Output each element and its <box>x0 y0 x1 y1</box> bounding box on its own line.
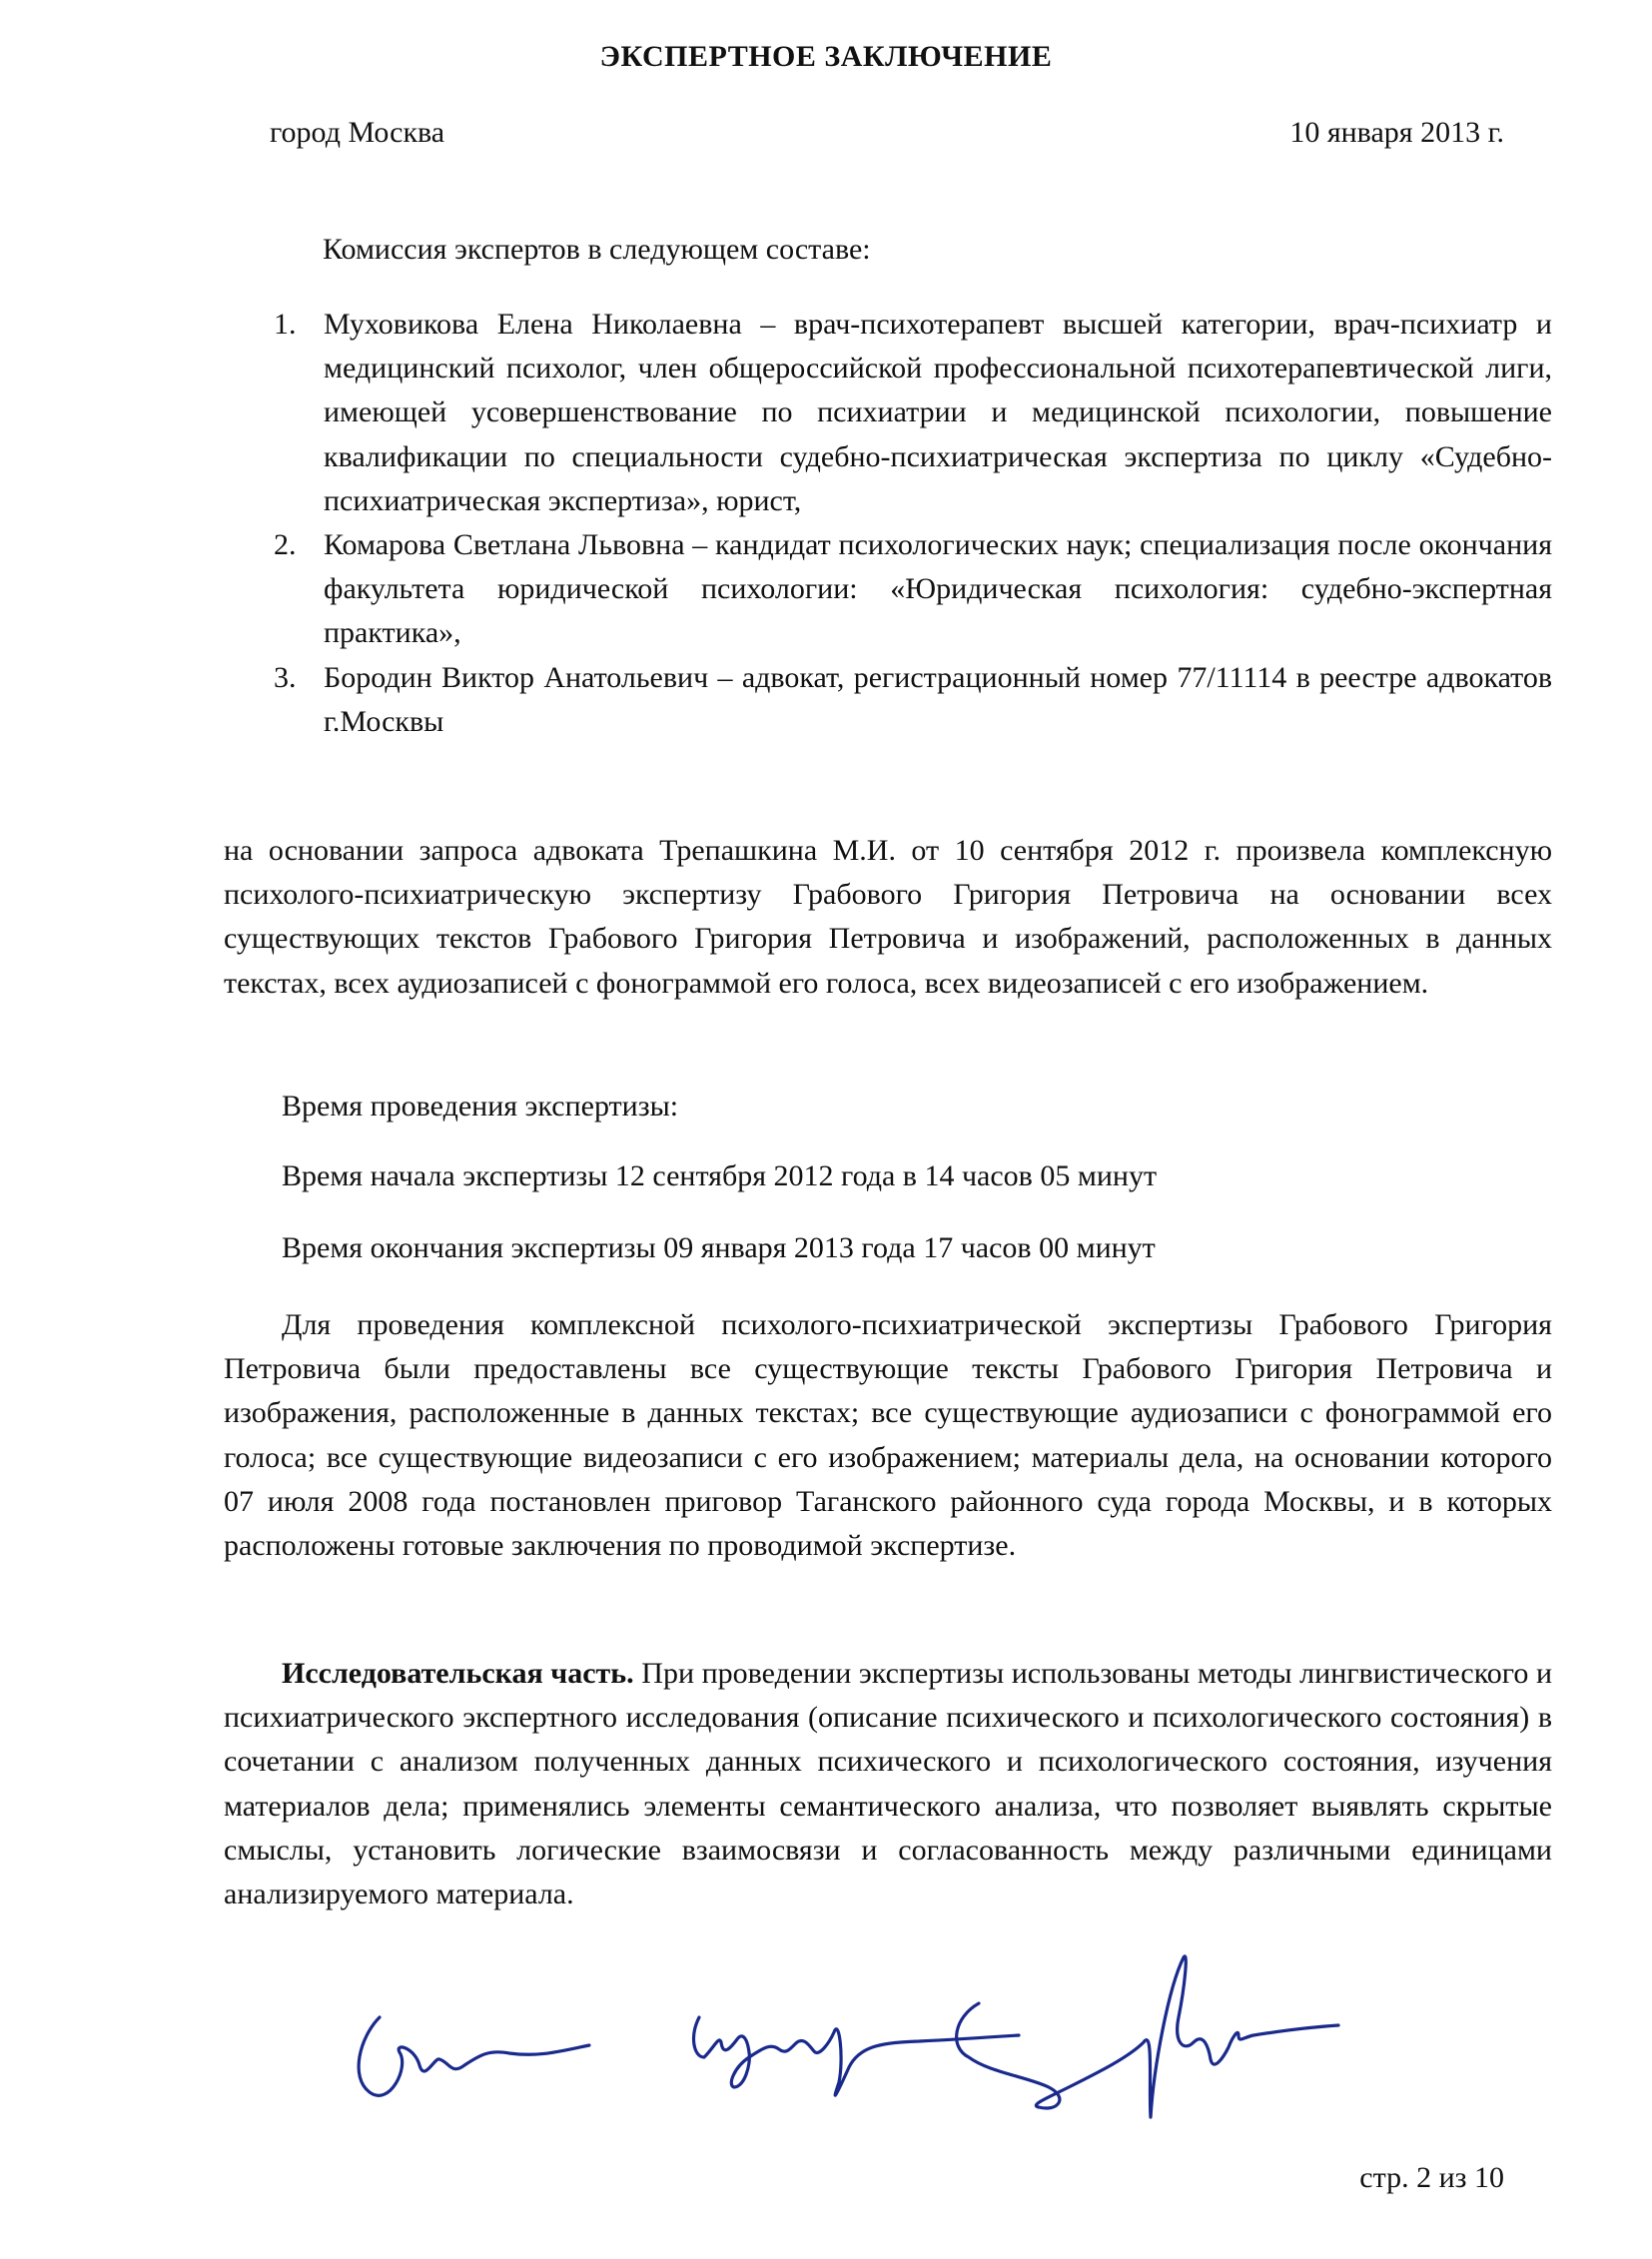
expert-number: 3. <box>274 660 297 694</box>
research-text: При проведении экспертизы использованы методы лингвистического и психиатрического экспертного исследования (описание психического и психологического состояния) в сочетании с анализом полученных данных психического и психологического состояния, изучения материалов дела; применялись элементы семантического анализа, что позволяет выявлять скрытые смыслы, установить логические взаимосвязи и согласованность между различными единицами анализируемого материала. <box>224 1657 1553 1911</box>
expert-text: Муховикова Елена Николаевна – врач-психотерапевт высшей категории, врач-психиатр и медицинский психолог, член общероссийской профессиональной психотерапевтической лиги, имеющей усовершенствование по психиатрии и медицинской психологии, повышение квалификации по специальности судебно-психиатрическая экспертиза по циклу «Судебно-психиатрическая экспертиза», юрист, <box>324 308 1552 517</box>
basis-paragraph: на основании запроса адвоката Трепашкина М.И. от 10 сентября 2012 г. произвела комплексную психолого-психиатрическую экспертизу Грабового Григория Петровича на основании всех существующих текстов Грабового Григория Петровича и изображений, расположенных в данных текстах, всех аудиозаписей с фонограммой его голоса, всех видеозаписей с его изображением. <box>224 834 1552 1000</box>
research-paragraph <box>224 1652 1552 1916</box>
expert-item <box>224 656 1552 744</box>
commission-intro: Комиссия экспертов в следующем составе: <box>323 233 871 266</box>
expert-text: Комарова Светлана Львовна – кандидат психологических наук; специализация после окончания факультета юридической психологии: «Юридическая психология: судебно-экспертная практика», <box>324 528 1552 650</box>
expert-item <box>224 523 1552 656</box>
expert-number: 1. <box>274 308 297 341</box>
time-end: Время окончания экспертизы 09 января 2013 года 17 часов 00 минут <box>282 1231 1156 1264</box>
document-city: город Москва <box>270 116 445 149</box>
materials-paragraph: Для проведения комплексной психолого-психиатрической экспертизы Грабового Григория Петровича были предоставлены все существующие тексты Грабового Григория Петровича и изображения, расположенные в данных текстах; все существующие аудиозаписи с фонограммой его голоса; все существующие видеозаписи с его изображением; материалы дела, на основании которого 07 июля 2008 года постановлен приговор Таганского районного суда города Москвы, и в которых расположены готовые заключения по проводимой экспертизе. <box>224 1308 1552 1563</box>
expert-number: 2. <box>274 528 297 562</box>
time-heading: Время проведения экспертизы: <box>282 1090 679 1123</box>
signatures <box>340 1947 1438 2147</box>
document-title: ЭКСПЕРТНОЕ ЗАКЛЮЧЕНИЕ <box>599 40 1053 73</box>
document-date: 10 января 2013 г. <box>1289 116 1504 149</box>
experts-list <box>224 303 1552 744</box>
expert-item <box>224 303 1552 523</box>
expert-text: Бородин Виктор Анатольевич – адвокат, регистрационный номер 77/11114 в реестре адвокатов г.Москвы <box>324 660 1552 738</box>
signature-mark <box>359 2017 589 2095</box>
time-start: Время начала экспертизы 12 сентября 2012 года в 14 часов 05 минут <box>282 1159 1158 1192</box>
page-number: стр. 2 из 10 <box>1359 2161 1504 2194</box>
research-lead: Исследовательская часть. <box>282 1657 634 1690</box>
